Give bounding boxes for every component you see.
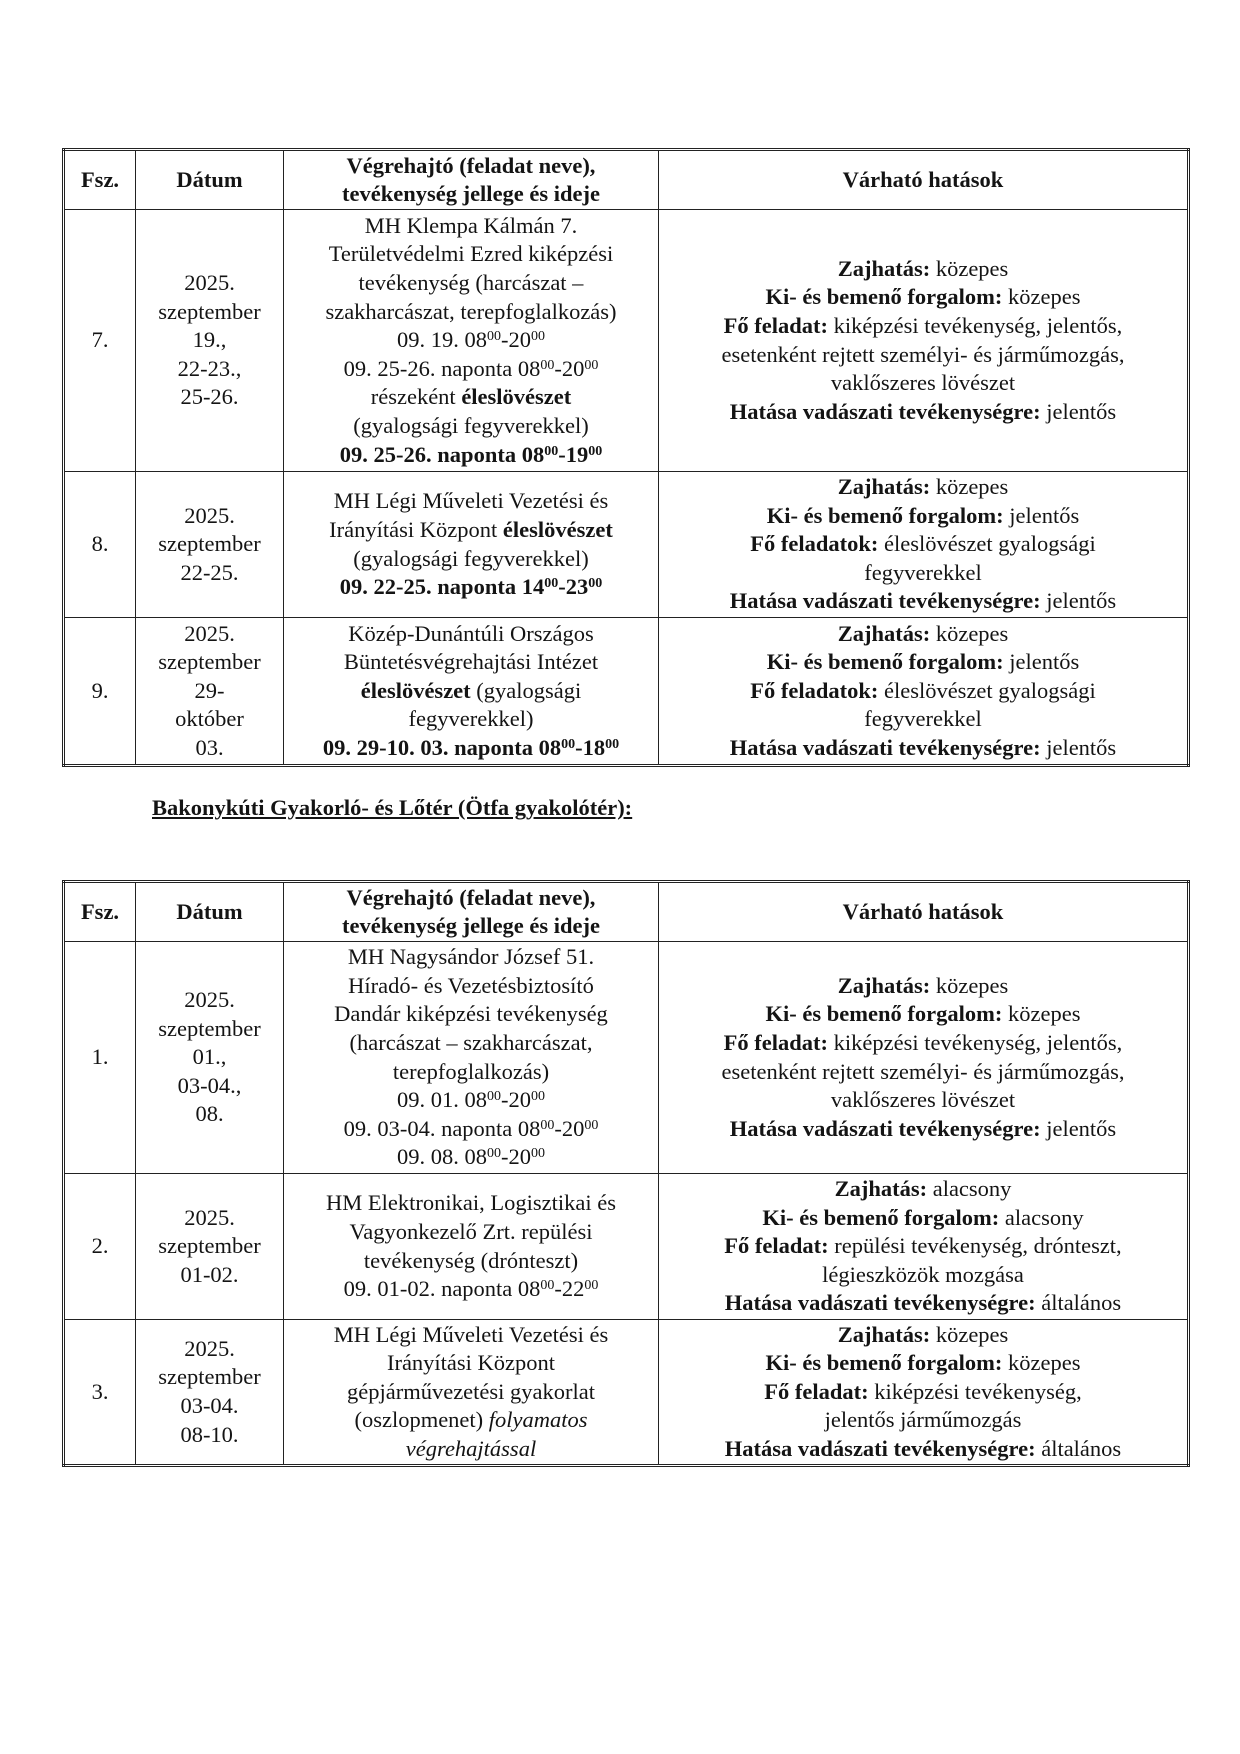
time-line: 09. 29-10. 03. naponta $08^{00}-18^{00}$ [322,734,620,760]
header-date: Dátum [136,882,284,942]
table-row [64,472,1189,618]
time-line: 09. 01. $08^{00}-20^{00}$ [397,1087,545,1113]
time-line: 09. 01-02. naponta $08^{00}-22^{00}$ [343,1276,599,1302]
header-effects: Várható hatások [659,882,1189,942]
table-row [64,1320,1189,1466]
header-date: Dátum [136,150,284,210]
row-date: 2025. szeptember 22-25. [136,472,284,618]
row-effects: Zajhatás: közepes Ki- és bemenő forgalom: jelentős Fő feladatok: éleslövészet gyalogsági fegyverekkel Hatása vadászati tevékenységre: jelentős [659,618,1189,766]
row-no: 7. [64,210,136,472]
row-effects: Zajhatás: közepes Ki- és bemenő forgalom: közepes Fő feladat: kiképzési tevékenység, jelentős, esetenként rejtett személyi- és járműmozgás, vaklőszeres lövészet Hatása vadászati tevékenységre: jelentős [659,210,1189,472]
header-no: Fsz. [64,150,136,210]
row-actor: MH Légi Műveleti Vezetési és Irányítási Központ gépjárművezetési gyakorlat (oszlopmenet) folyamatos végrehajtással [284,1320,659,1466]
table-header-row [64,882,1189,942]
time-line: 09. 03-04. naponta $08^{00}-20^{00}$ [343,1115,599,1141]
row-effects: Zajhatás: közepes Ki- és bemenő forgalom: közepes Fő feladat: kiképzési tevékenység, jelentős járműmozgás Hatása vadászati tevékenységre: általános [659,1320,1189,1466]
row-actor: MH Nagysándor József 51. Híradó- és Vezetésbiztosító Dandár kiképzési tevékenység (harcászat – szakharcászat, terepfoglalkozás) 09. 01. $08^{00}-20^{00}$ 09. 03-04. naponta $08^{00}-20^{00}$ 09. 08. $08^{00}-20^{00}$ [284,942,659,1174]
header-effects: Várható hatások [659,150,1189,210]
row-date: 2025. szeptember 19., 22-23., 25-26. [136,210,284,472]
table-row [64,618,1189,766]
time-line: 09. 08. $08^{00}-20^{00}$ [397,1144,545,1170]
schedule-table-2 [62,880,1190,1467]
time-line: 09. 25-26. naponta $08^{00}-20^{00}$ [343,355,599,381]
row-actor: MH Légi Műveleti Vezetési és Irányítási Központ éleslövészet (gyalogsági fegyverekkel) 09. 22-25. naponta $14^{00}-23^{00}$ [284,472,659,618]
header-actor: Végrehajtó (feladat neve), tevékenység jellege és ideje [284,150,659,210]
row-date: 2025. szeptember 03-04. 08-10. [136,1320,284,1466]
time-line: 09. 22-25. naponta $14^{00}-23^{00}$ [339,574,603,600]
time-line: 09. 19. $08^{00}-20^{00}$ [397,327,545,353]
row-effects: Zajhatás: közepes Ki- és bemenő forgalom: közepes Fő feladat: kiképzési tevékenység, jelentős, esetenként rejtett személyi- és járműmozgás, vaklőszeres lövészet Hatása vadászati tevékenységre: jelentős [659,942,1189,1174]
time-line: 09. 25-26. naponta $08^{00}-19^{00}$ [339,441,603,467]
row-actor: HM Elektronikai, Logisztikai és Vagyonkezelő Zrt. repülési tevékenység (drónteszt) 09. 01-02. naponta $08^{00}-22^{00}$ [284,1174,659,1320]
row-date: 2025. szeptember 01., 03-04., 08. [136,942,284,1174]
row-no: 1. [64,942,136,1174]
table-header-row [64,150,1189,210]
row-date: 2025. szeptember 29- október 03. [136,618,284,766]
row-no: 2. [64,1174,136,1320]
row-no: 8. [64,472,136,618]
row-actor: MH Klempa Kálmán 7. Területvédelmi Ezred kiképzési tevékenység (harcászat – szakharcászat, terepfoglalkozás) 09. 19. $08^{00}-20^{00}$ 09. 25-26. naponta $08^{00}-20^{00}$ részeként éleslövészet (gyalogsági fegyverekkel) 09. 25-26. naponta $08^{00}-19^{00}$ [284,210,659,472]
row-actor: Közép-Dunántúli Országos Büntetésvégrehajtási Intézet éleslövészet (gyalogsági fegyverekkel) 09. 29-10. 03. naponta $08^{00}-18^{00}$ [284,618,659,766]
row-date: 2025. szeptember 01-02. [136,1174,284,1320]
header-no: Fsz. [64,882,136,942]
row-no: 9. [64,618,136,766]
table-row [64,210,1189,472]
section-heading: Bakonykúti Gyakorló- és Lőtér (Ötfa gyakolótér): [152,795,633,820]
table-row [64,1174,1189,1320]
row-no: 3. [64,1320,136,1466]
row-effects: Zajhatás: alacsony Ki- és bemenő forgalom: alacsony Fő feladat: repülési tevékenység, drónteszt, légieszközök mozgása Hatása vadászati tevékenységre: általános [659,1174,1189,1320]
schedule-table-1 [62,148,1190,767]
header-actor: Végrehajtó (feladat neve), tevékenység jellege és ideje [284,882,659,942]
row-effects: Zajhatás: közepes Ki- és bemenő forgalom: jelentős Fő feladatok: éleslövészet gyalogsági fegyverekkel Hatása vadászati tevékenységre: jelentős [659,472,1189,618]
table-row [64,942,1189,1174]
